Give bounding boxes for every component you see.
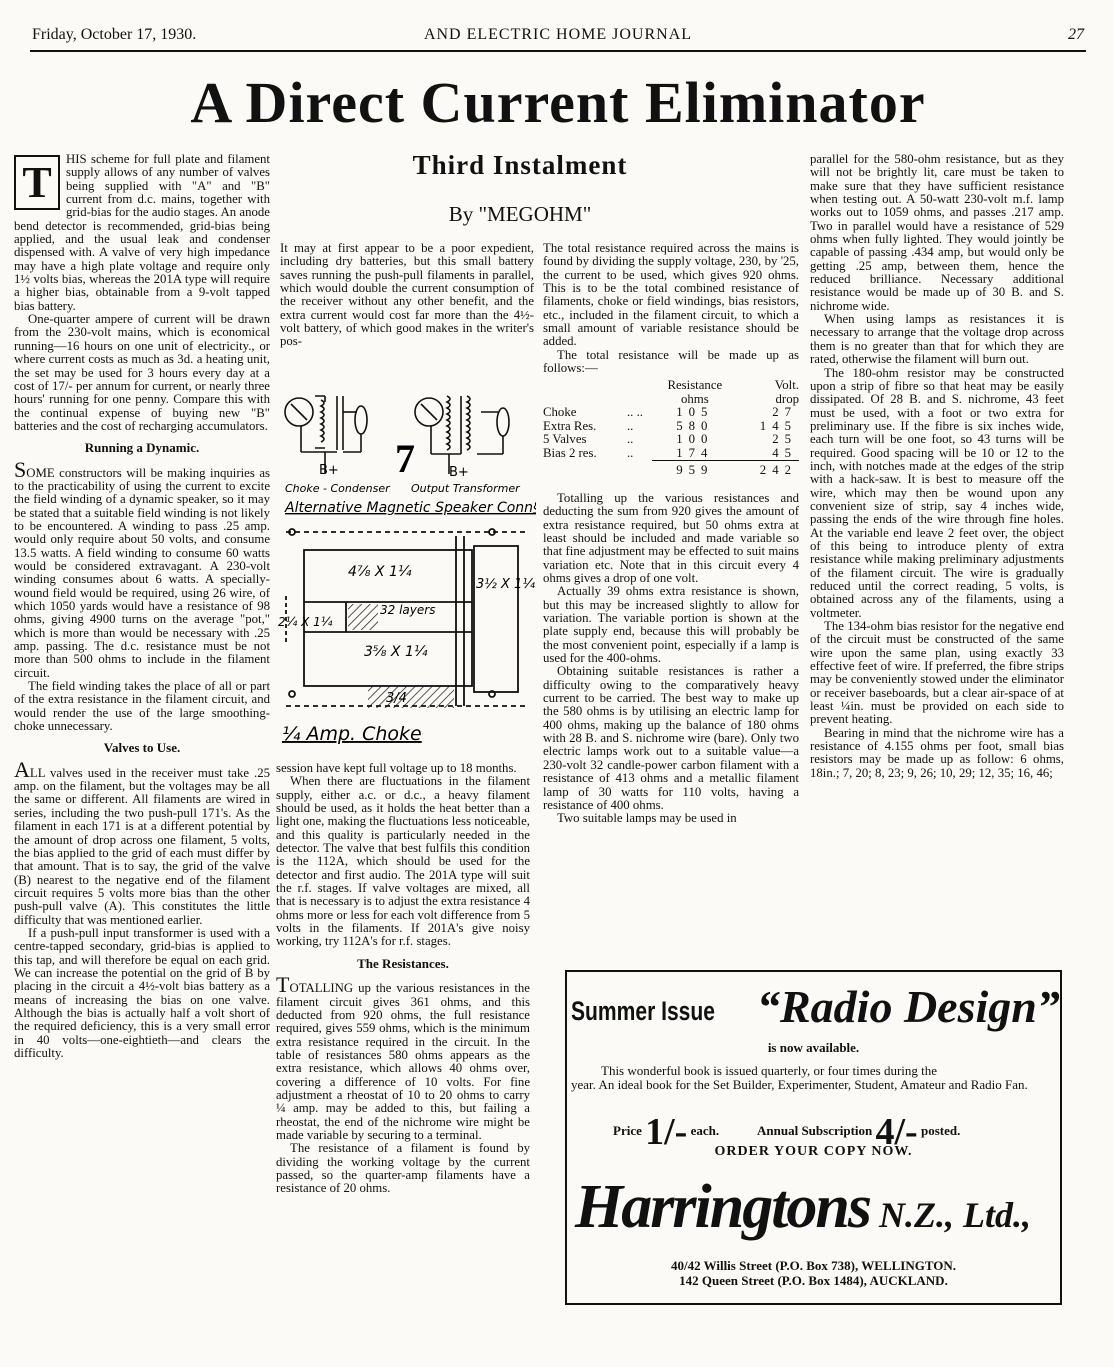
- paragraph: SOME constructors will be making inquiries as to the practicability of using the current to excite the field winding of a dynamic speaker, so it may be stated that a suitable field winding is not likely to be encountered. A winding to pass .25 amp. would only require about 50 volts, and consume 13.5 watts. A field winding to consume 60 watts would be considered extravagant. A 230-volt winding consumes about 6 watts. A specially-wound field would be required, using 26 wire, of which 1050 yards would have a resistance of 98 ohms, giving 4900 turns on the average "pot," which is more than would be necessary with .25 amp. passing. The d.c. resistance must be not more than 500 ohms to include in the filament circuit.: [14, 456, 270, 680]
- ad-subscription: Annual Subscription 4/- posted.: [757, 1111, 961, 1153]
- table-row: Choke .. .. 105 27: [543, 405, 797, 420]
- b-plus-label-2: B+: [449, 465, 469, 480]
- column-3: [543, 242, 799, 826]
- paragraph: TOTALLING up the various resistances in the filament circuit gives 361 ohms, and this deducted from 920 ohms, the full resistance required, gives 559 ohms, which is the minimum extra resistance required in the circuit. In the table of resistances 580 ohms appears as the extra resistance, which allows 40 ohms over, covering a difference of 10 volts. For fine adjustment a rheostat of 10 to 20 ohms to carry ¼ amp. may be added to this, but failing a rheostat, the end of the nichrome wire might be made variable by securing to a terminal.: [276, 972, 530, 1142]
- table-header: Volt.: [774, 378, 799, 393]
- table-header-row: [543, 379, 799, 393]
- winding-hatch-bottom: [368, 686, 454, 708]
- section-heading-resistances: The Resistances.: [357, 955, 449, 971]
- table-row: Extra Res. .. 580 145: [543, 418, 797, 433]
- figure-number: 7: [395, 436, 415, 481]
- paragraph: The total resistance will be made up as follows:—: [543, 347, 799, 376]
- issue-date: Friday, October 17, 1930.: [32, 26, 197, 43]
- table-header: ohms: [680, 391, 709, 406]
- choke-condenser-label: Choke - Condenser: [285, 482, 390, 495]
- resistance-table: [543, 379, 799, 478]
- article-subtitle: Third Instalment: [412, 150, 628, 180]
- paragraph: The 180-ohm resistor may be constructed upon a strip of fibre so that heat may be easily dissipated. Of 28 B. and S. nichrome, 43 feet must be used, with a foot or two extra for preliminary use. If the fibre is six inches wide, each turn will be one foot, so 43 turns will be required. Good spacing will be 10 or 12 to the inch, with notches made at the edges of the strip with a hack-saw. It is best to measure off the wire, which may then be wound upon any convenient size of strip, say 4 inches wide, passing the ends of the wire through fine holes. At the variable end leave 2 feet over, the object of this being to introduce plenty of extra resistance while making preliminary adjustments of the filament circuit. The wire is gradually reduced until the correct reading, 5 volts, is obtained across any of the filaments, using a voltmeter.: [810, 365, 1064, 620]
- paragraph: ALL valves used in the receiver must take .25 amp. on the filament, but the voltages may be all the same or different. All filaments are wired in series, including the two push-pull 171's. As the filament in each 171 is at a different potential by the amount of drop across one filament, 5 volts, the bias applied to the grid of each must differ by that amount. That is to say, the grid of the valve (B) nearest to the negative end of the filament circuit requires 5 volts more bias than the other push-pull valve (A). This constitutes the little difficulty that was mentioned earlier.: [14, 756, 270, 927]
- column-4: [810, 153, 1064, 780]
- page-number: 27: [1068, 26, 1084, 43]
- article-byline: By "MEGOHM": [448, 202, 592, 226]
- dimension-label: 3½ X 1¼: [476, 577, 535, 592]
- dimension-label: 4⅞ X 1¼: [348, 564, 412, 580]
- output-transformer-label: Output Transformer: [411, 482, 520, 495]
- figure-caption: Alternative Magnetic Speaker Conn§: [285, 500, 536, 516]
- article-headline: A Direct Current Eliminator: [190, 70, 926, 135]
- ad-price: Price 1/- each.: [613, 1111, 720, 1153]
- table-row: 5 Valves .. 100 25: [543, 432, 797, 447]
- ad-company-suffix: N.Z., Ltd.,: [879, 1195, 1031, 1235]
- paragraph: One-quarter ampere of current will be drawn from the 230-volt mains, which is economical running—16 hours on one unit of electricity., or where current costs as much as 3d. a heating unit, the set may be used for 3 hours every day at a cost of 17/- per annum for current, or nearly three hours' running for one penny. Compare this with the continual expense of buying new "B" batteries and the cost of recharging accumulators.: [14, 312, 270, 433]
- speaker-connection-diagram: [281, 382, 536, 527]
- choke-diagram: [278, 526, 540, 754]
- speaker-circuit-svg: [281, 382, 536, 527]
- paragraph: The field winding takes the place of all or part of the extra resistance in the filament circuit, and would render the use of the large smoothing-choke unnecessary.: [14, 679, 270, 734]
- ad-availability: is now available.: [767, 1040, 860, 1055]
- column-2-top: [280, 242, 534, 349]
- paragraph: Bearing in mind that the nichrome wire has a resistance of 4.155 ohms per foot, small bias resistors may be made up as follow: 6 ohms, 18in.; 7, 20; 8, 23; 9, 26; 10, 29; 12, 35; 16, 46;: [810, 725, 1064, 780]
- choke-caption: ¼ Amp. Choke: [282, 723, 422, 745]
- paragraph: When using lamps as resistances it is necessary to arrange that the voltage drop across them is no greater than that for which they are rated, otherwise the filament will burn out.: [810, 312, 1064, 367]
- ad-summer-issue: Summer Issue: [571, 996, 715, 1026]
- ad-blurb: This wonderful book is issued quarterly, or four times during the year. An ideal book for the Set Builder, Experimenter, Student, Amateur and Radio Fan.: [571, 1063, 1028, 1092]
- paragraph: It may at first appear to be a poor expedient, including dry batteries, but this small battery saves running the push-pull filaments in parallel, which would double the current consumption of the receiver without any other benefit, and the extra current would cost far more than the 4½-volt battery, of which good makes in the writer's pos-: [280, 241, 534, 349]
- paragraph: session have kept full voltage up to 18 months.: [276, 761, 517, 775]
- winding-hatch: [348, 604, 378, 630]
- table-header-row: [543, 393, 799, 407]
- ad-order-line: ORDER YOUR COPY NOW.: [714, 1144, 913, 1159]
- paragraph: Two suitable lamps may be used in: [557, 811, 737, 826]
- ad-addresses: 40/42 Willis Street (P.O. Box 738), WELLINGTON. 142 Queen Street (P.O. Box 1484), AUCKLAND.: [670, 1258, 957, 1288]
- paragraph: The resistance of a filament is found by dividing the working voltage by the current passed, so the quarter-amp filaments have a resistance of 20 ohms.: [276, 1141, 530, 1196]
- paragraph: Totalling up the various resistances and deducting the sum from 920 gives the amount of extra resistance required, but 50 ohms extra at least should be included and made variable so that fine adjustment may be effected to suit mains variation etc. Note that in this circuit every 4 ohms gives a drop of one volt.: [543, 490, 799, 585]
- page-header: [30, 24, 1086, 52]
- table-header: Resistance: [667, 378, 723, 393]
- section-heading-dynamic: Running a Dynamic.: [84, 440, 200, 456]
- paragraph: If a push-pull input transformer is used with a centre-tapped secondary, grid-bias is applied to this tap, and will therefore be equal on each grid. We can increase the potential on the grid of B by placing in the circuit a 4½-volt bias battery as a means of increasing the bias on one valve. Although the bias is actually half a volt short of the required deficiency, this is a very small error in 40 volts—one-eightieth—and clears the difficulty.: [14, 925, 270, 1060]
- column-1: [14, 153, 270, 1060]
- intro-paragraph: T HIS scheme for full plate and filament supply allows of any number of valves being supplied with "A" and "B" current from d.c. mains, together with grid-bias for the audio stages. An anode bend detector is recommended, grid-bias being applied, and the usual leak and condenser dispensed with. A valve of very high impedance may have a high plate voltage and require only 1½ volts bias, whereas the 201A type will require a higher bias, obtainable from a 9-volt tapped bias battery.: [14, 152, 270, 313]
- journal-name: AND ELECTRIC HOME JOURNAL: [423, 26, 693, 43]
- paragraph: The total resistance required across the mains is found by dividing the supply voltage, 230, by '25, the current to be used, which gives 920 ohms. This is to be the total combined resistance of filaments, choke or field windings, bias resistors, etc., included in the filament circuit, to which a small amount of variable resistance should be added.: [543, 241, 799, 349]
- section-heading-valves: Valves to Use.: [103, 740, 181, 756]
- dimension-label: 2¼ X 1¼: [278, 615, 333, 629]
- ad-title: “Radio Design”: [757, 981, 1060, 1032]
- paragraph: Obtaining suitable resistances is rather a difficulty owing to the comparatively heavy current to be carried. The best way to make up the 580 ohms is by utilising an electric lamp for 400 ohms, making up the balance of 180 ohms with 28 B. and S. nichrome wire (bare). Only two electric lamps work out to a suitable value—a 230-volt 32 candle-power carbon filament with a resistance of 413 ohms and a metallic filament lamp of 30 watts for 110 volts, having a resistance of 400 ohms.: [543, 664, 799, 812]
- table-row: Bias 2 res. .. 174 45: [543, 445, 797, 460]
- dimension-label: 3⅝ X 1¼: [364, 644, 428, 660]
- table-total-row: 959 242: [543, 461, 799, 478]
- harringtons-logo: Harringtons: [575, 1173, 871, 1241]
- drop-cap: T: [14, 155, 60, 210]
- column-2-bottom: [276, 762, 530, 1196]
- choke-svg: [278, 526, 540, 754]
- paragraph: parallel for the 580-ohm resistance, but as they will not be brightly lit, care must be taken to make sure that they have sufficient resistance when testing out. A 50-watt 230-volt m.f. lamp works out to 1059 ohms, and passes .217 amp. Two in parallel would have a resistance of 529 ohms when fully lighted. They would jointly be capable of passing .434 amp, but would only be getting .25 amp, between them, hence the reduced brilliance. Necessary additional resistance would be made up of 30 B. and S. nichrome wide.: [810, 152, 1064, 313]
- b-plus-label-1: B+: [319, 463, 339, 478]
- radio-design-advert: [565, 970, 1062, 1305]
- paragraph: The 134-ohm bias resistor for the negative end of the circuit must be constructed of the same wire upon the same plan, using exactly 33 effective feet of wire. If preferred, the fibre strips may be conveniently stowed under the eliminator or receiver baseboards, but a clear air-space of at least ¼in. must be provided on each side to prevent heating.: [810, 619, 1064, 727]
- paragraph: When there are fluctuations in the filament supply, either a.c. or d.c., a heavy filament should be used, as it holds the heat better than a light one, making the fluctuations less noticeable, and this quality is particularly needed in the detector. The valve that best fulfils this condition is the 112A, which should be used for the detector and first audio. The 201A type will suit the r.f. stages. If valve voltages are mixed, all that is necessary is to adjust the extra resistance 4 ohms more or less for each volt difference from 5 volts in the filaments. If 201A's give noisy working, try 112A's for r.f. stages.: [276, 774, 530, 949]
- paragraph: Actually 39 ohms extra resistance is shown, but this may be increased slightly to allow for variation. The variable portion is shown at the plate supply end, because this will probably be the most convenient point, especially if a lamp is used for the 400-ohms.: [543, 584, 799, 666]
- table-header: drop: [775, 391, 799, 406]
- layers-label: 32 layers: [380, 603, 436, 617]
- dimension-label: 3/4: [386, 691, 407, 706]
